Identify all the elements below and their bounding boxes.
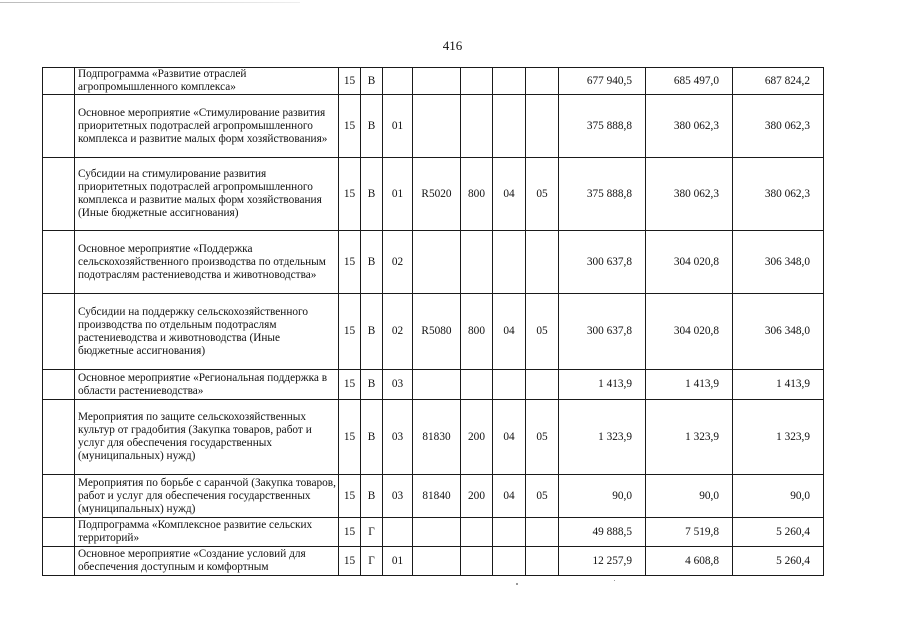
cell-section	[493, 68, 526, 95]
cell-amount-year2: 1 413,9	[646, 370, 733, 400]
cell-margin	[43, 231, 75, 294]
cell-amount-year2: 304 020,8	[646, 294, 733, 370]
cell-direction-code: 81840	[413, 475, 461, 518]
cell-amount-year1: 1 323,9	[559, 400, 646, 475]
cell-amount-year2: 380 062,3	[646, 95, 733, 158]
cell-section: 04	[493, 400, 526, 475]
cell-name: Подпрограмма «Комплексное развитие сельских территорий»	[75, 518, 339, 547]
cell-section	[493, 547, 526, 576]
cell-program: 15	[339, 547, 361, 576]
table-row	[43, 370, 824, 400]
cell-amount-year2: 380 062,3	[646, 158, 733, 231]
cell-name: Субсидии на поддержку сельскохозяйственного производства по отдельным подотраслям растениеводства и животноводства (Иные бюджетные ассигнования)	[75, 294, 339, 370]
cell-margin	[43, 547, 75, 576]
cell-subsection	[526, 370, 559, 400]
table-row	[43, 400, 824, 475]
cell-amount-year2: 4 608,8	[646, 547, 733, 576]
cell-program: 15	[339, 95, 361, 158]
cell-direction-code: R5080	[413, 294, 461, 370]
table-row	[43, 95, 824, 158]
cell-subsection	[526, 68, 559, 95]
cell-section: 04	[493, 294, 526, 370]
cell-name: Подпрограмма «Развитие отраслей агропромышленного комплекса»	[75, 68, 339, 95]
scan-edge-mark	[0, 2, 300, 3]
cell-subprogram: В	[361, 95, 383, 158]
cell-subsection	[526, 231, 559, 294]
cell-amount-year2: 90,0	[646, 475, 733, 518]
budget-table	[42, 67, 824, 576]
cell-expense-type: 800	[461, 294, 493, 370]
cell-amount-year1: 1 413,9	[559, 370, 646, 400]
cell-amount-year2: 685 497,0	[646, 68, 733, 95]
cell-name: Мероприятия по защите сельскохозяйственных культур от градобития (Закупка товаров, работ и услуг для обеспечения государственных (муниципальных) нужд)	[75, 400, 339, 475]
cell-expense-type	[461, 68, 493, 95]
cell-subprogram: В	[361, 68, 383, 95]
cell-expense-type	[461, 231, 493, 294]
cell-subprogram: В	[361, 400, 383, 475]
cell-margin	[43, 95, 75, 158]
cell-section: 04	[493, 158, 526, 231]
cell-subprogram: Г	[361, 518, 383, 547]
cell-subsection: 05	[526, 158, 559, 231]
table-row	[43, 231, 824, 294]
page-number: 416	[442, 38, 463, 53]
cell-expense-type	[461, 370, 493, 400]
cell-name: Основное мероприятие «Региональная поддержка в области растениеводства»	[75, 370, 339, 400]
cell-subprogram: В	[361, 294, 383, 370]
cell-section	[493, 95, 526, 158]
cell-amount-year2: 304 020,8	[646, 231, 733, 294]
cell-subprogram: В	[361, 231, 383, 294]
cell-amount-year3: 1 323,9	[733, 400, 824, 475]
cell-section: 04	[493, 475, 526, 518]
cell-program: 15	[339, 518, 361, 547]
cell-amount-year1: 375 888,8	[559, 95, 646, 158]
scan-speck	[516, 583, 518, 585]
cell-activity: 01	[383, 158, 413, 231]
cell-expense-type	[461, 518, 493, 547]
table-row	[43, 68, 824, 95]
cell-direction-code	[413, 370, 461, 400]
cell-activity	[383, 518, 413, 547]
cell-activity: 03	[383, 475, 413, 518]
cell-subprogram: Г	[361, 547, 383, 576]
cell-subprogram: В	[361, 475, 383, 518]
cell-activity: 01	[383, 547, 413, 576]
cell-expense-type: 800	[461, 158, 493, 231]
cell-section	[493, 518, 526, 547]
cell-margin	[43, 475, 75, 518]
cell-margin	[43, 68, 75, 95]
scan-speck	[614, 580, 615, 581]
cell-direction-code	[413, 518, 461, 547]
cell-expense-type	[461, 95, 493, 158]
cell-subsection: 05	[526, 400, 559, 475]
cell-direction-code	[413, 95, 461, 158]
cell-direction-code	[413, 68, 461, 95]
cell-program: 15	[339, 158, 361, 231]
cell-amount-year3: 380 062,3	[733, 158, 824, 231]
cell-margin	[43, 370, 75, 400]
table-row	[43, 475, 824, 518]
cell-amount-year1: 677 940,5	[559, 68, 646, 95]
table-row	[43, 518, 824, 547]
cell-amount-year1: 90,0	[559, 475, 646, 518]
cell-direction-code	[413, 231, 461, 294]
cell-program: 15	[339, 68, 361, 95]
cell-subsection: 05	[526, 294, 559, 370]
cell-activity: 03	[383, 400, 413, 475]
table-row	[43, 294, 824, 370]
cell-direction-code	[413, 547, 461, 576]
cell-amount-year1: 300 637,8	[559, 294, 646, 370]
cell-amount-year1: 300 637,8	[559, 231, 646, 294]
cell-program: 15	[339, 294, 361, 370]
cell-amount-year3: 90,0	[733, 475, 824, 518]
cell-subsection	[526, 518, 559, 547]
cell-expense-type: 200	[461, 400, 493, 475]
cell-program: 15	[339, 400, 361, 475]
cell-section	[493, 370, 526, 400]
cell-subprogram: В	[361, 370, 383, 400]
cell-name: Мероприятия по борьбе с саранчой (Закупка товаров, работ и услуг для обеспечения государственных (муниципальных) нужд)	[75, 475, 339, 518]
cell-activity: 03	[383, 370, 413, 400]
cell-program: 15	[339, 370, 361, 400]
table-row	[43, 158, 824, 231]
cell-activity	[383, 68, 413, 95]
cell-program: 15	[339, 231, 361, 294]
cell-subprogram: В	[361, 158, 383, 231]
cell-subsection	[526, 547, 559, 576]
cell-amount-year1: 375 888,8	[559, 158, 646, 231]
cell-section	[493, 231, 526, 294]
cell-activity: 02	[383, 294, 413, 370]
cell-amount-year2: 7 519,8	[646, 518, 733, 547]
table-row	[43, 547, 824, 576]
cell-activity: 02	[383, 231, 413, 294]
cell-amount-year1: 12 257,9	[559, 547, 646, 576]
cell-amount-year1: 49 888,5	[559, 518, 646, 547]
cell-amount-year3: 5 260,4	[733, 518, 824, 547]
cell-margin	[43, 294, 75, 370]
cell-name: Субсидии на стимулирование развития приоритетных подотраслей агропромышленного комплекса и развитие малых форм хозяйствования (Иные бюджетные ассигнования)	[75, 158, 339, 231]
cell-direction-code: R5020	[413, 158, 461, 231]
cell-amount-year2: 1 323,9	[646, 400, 733, 475]
cell-expense-type: 200	[461, 475, 493, 518]
cell-amount-year3: 687 824,2	[733, 68, 824, 95]
table-body	[43, 68, 824, 576]
cell-margin	[43, 400, 75, 475]
cell-margin	[43, 158, 75, 231]
cell-amount-year3: 1 413,9	[733, 370, 824, 400]
cell-expense-type	[461, 547, 493, 576]
cell-name: Основное мероприятие «Поддержка сельскохозяйственного производства по отдельным подотраслям растениеводства и животноводства»	[75, 231, 339, 294]
cell-activity: 01	[383, 95, 413, 158]
cell-amount-year3: 306 348,0	[733, 294, 824, 370]
cell-name: Основное мероприятие «Создание условий для обеспечения доступным и комфортным	[75, 547, 339, 576]
cell-margin	[43, 518, 75, 547]
cell-amount-year3: 5 260,4	[733, 547, 824, 576]
cell-direction-code: 81830	[413, 400, 461, 475]
cell-subsection	[526, 95, 559, 158]
cell-name: Основное мероприятие «Стимулирование развития приоритетных подотраслей агропромышленного комплекса и развитие малых форм хозяйствования»	[75, 95, 339, 158]
cell-amount-year3: 380 062,3	[733, 95, 824, 158]
cell-amount-year3: 306 348,0	[733, 231, 824, 294]
cell-subsection: 05	[526, 475, 559, 518]
cell-program: 15	[339, 475, 361, 518]
